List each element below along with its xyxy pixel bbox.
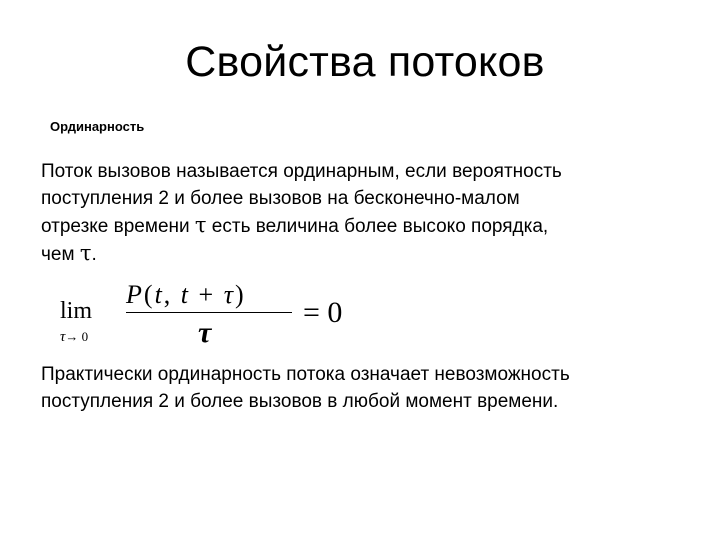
definition-line-4 xyxy=(41,240,691,268)
formula-limit-subscript xyxy=(60,329,88,346)
slide-title: Свойства потоков xyxy=(185,38,545,86)
formula-num-plus: + xyxy=(190,280,224,309)
tau-symbol: τ xyxy=(79,241,92,265)
section-subtitle: Ординарность xyxy=(50,119,145,134)
limit-formula xyxy=(55,278,375,348)
formula-denominator: τ xyxy=(198,316,212,349)
definition-line-1: Поток вызовов называется ординарным, если вероятность xyxy=(41,161,562,182)
definition-line-2: поступления 2 и более вызовов на бесконечно-малом xyxy=(41,188,520,209)
definition-paragraph xyxy=(41,158,691,268)
formula-lim: lim xyxy=(60,298,93,324)
definition-line-3-end: есть величина более высоко порядка, xyxy=(206,216,549,237)
formula-num-open: ( xyxy=(143,280,155,309)
definition-line-4-end: . xyxy=(91,244,97,265)
formula-equals-zero: = 0 xyxy=(303,296,343,329)
formula-num-t2: t xyxy=(180,280,191,309)
formula-sub-rest: → 0 xyxy=(65,329,89,344)
formula-sub-var: τ xyxy=(60,329,66,345)
definition-line-3-start: отрезке времени xyxy=(41,216,195,237)
definition-line-4-start: чем xyxy=(41,244,80,265)
formula-num-P: P xyxy=(126,280,144,309)
formula-numerator xyxy=(126,280,246,310)
formula-num-close: ) xyxy=(235,280,246,309)
tau-symbol: τ xyxy=(194,213,207,237)
fraction-bar xyxy=(126,312,292,313)
formula-num-comma: , xyxy=(163,280,181,309)
conclusion-line-2: поступления 2 и более вызовов в любой момент времени. xyxy=(41,391,559,412)
formula-num-t1: t xyxy=(154,280,164,309)
conclusion-line-1: Практически ординарность потока означает невозможность xyxy=(41,364,570,385)
definition-line-3 xyxy=(41,212,691,240)
formula-num-tau: τ xyxy=(223,280,236,309)
conclusion-paragraph xyxy=(41,361,691,415)
